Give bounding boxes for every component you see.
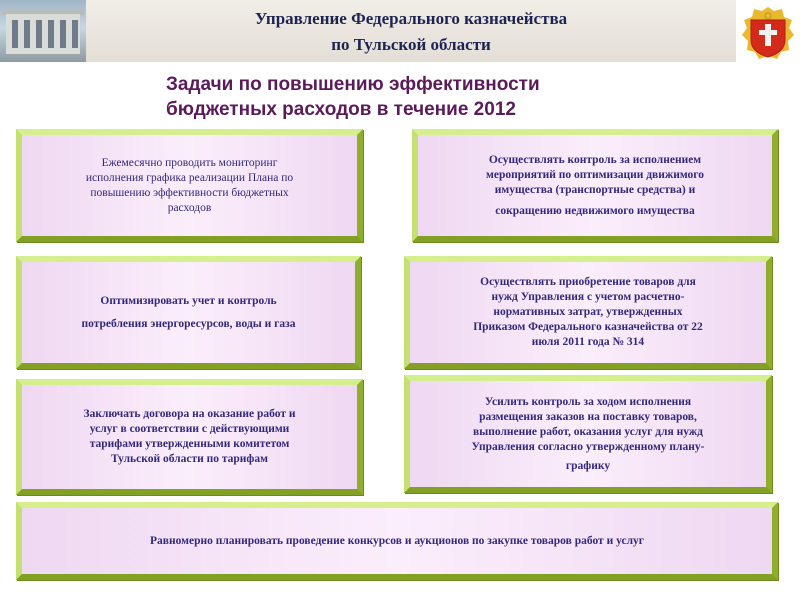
task-box-energy-accounting (16, 256, 361, 369)
building-column (48, 20, 54, 48)
building-column (24, 20, 30, 48)
task-line: сокращению недвижимого имущества (495, 204, 695, 217)
task-box-order-control (404, 375, 772, 493)
page-title-line1: Задачи по повышению эффективности (166, 74, 540, 95)
building-column (60, 20, 66, 48)
task-line: Оптимизировать учет и контроль (100, 294, 277, 307)
task-line: тарифами утвержденными комитетом (89, 438, 290, 450)
task-line: Тульской области по тарифам (111, 453, 268, 465)
task-line: июля 2011 года № 314 (531, 336, 645, 348)
task-text (486, 153, 704, 219)
task-line: мероприятий по оптимизации движимого (486, 168, 704, 181)
task-line: исполнения графика реализации Плана по (85, 171, 294, 184)
task-line: услуг в соответствии с действующими (89, 423, 290, 435)
org-title-line2: по Тульской области (331, 35, 491, 54)
task-line: размещения заказов на поставку товаров, (479, 410, 697, 423)
building-column (36, 20, 42, 48)
building-column (72, 20, 78, 48)
task-text (86, 156, 293, 216)
tula-emblem-icon (741, 6, 795, 62)
task-line: нормативных затрат, утвержденных (493, 306, 683, 318)
header (0, 0, 800, 66)
task-line: Равномерно планировать проведение конкурсов и аукционов по закупке товаров работ и услуг (149, 534, 644, 547)
building-photo (0, 0, 86, 62)
task-line: Приказом Федерального казначейства от 22 (473, 321, 703, 333)
task-line: повышению эффективности бюджетных (90, 186, 289, 199)
task-line: Управления согласно утвержденному плану- (471, 440, 705, 453)
task-line: имущества (транспортные средства) и (494, 183, 696, 196)
task-line: Осуществлять приобретение товаров для (480, 276, 696, 288)
page-title-line2: бюджетных расходов в течение 2012 (166, 99, 516, 120)
task-line: графику (565, 459, 611, 472)
task-line: Заключать договора на оказание работ и (83, 408, 296, 420)
task-text (473, 275, 703, 350)
task-line: выполнение работ, оказания услуг для нужд (473, 425, 703, 438)
task-text (472, 395, 705, 474)
org-title-line1: Управление Федерального казначейства (254, 9, 568, 28)
org-title (86, 6, 736, 58)
building-column (12, 20, 18, 48)
task-text (82, 294, 296, 332)
task-text (84, 407, 296, 467)
task-box-tenders (16, 502, 778, 580)
task-line: Осуществлять контроль за исполнением (488, 153, 702, 166)
task-box-monitoring (16, 129, 363, 242)
task-text (150, 534, 644, 549)
task-line: Ежемесячно проводить мониторинг (101, 156, 278, 169)
task-box-procurement (404, 256, 772, 369)
task-box-property-control (412, 129, 778, 242)
page-title (166, 72, 686, 122)
task-line: потребления энергоресурсов, воды и газа (81, 317, 296, 330)
task-line: расходов (167, 201, 212, 214)
task-line: Усилить контроль за ходом исполнения (484, 395, 692, 408)
task-box-contracts (16, 379, 363, 495)
task-line: нужд Управления с учетом расчетно- (491, 291, 685, 303)
